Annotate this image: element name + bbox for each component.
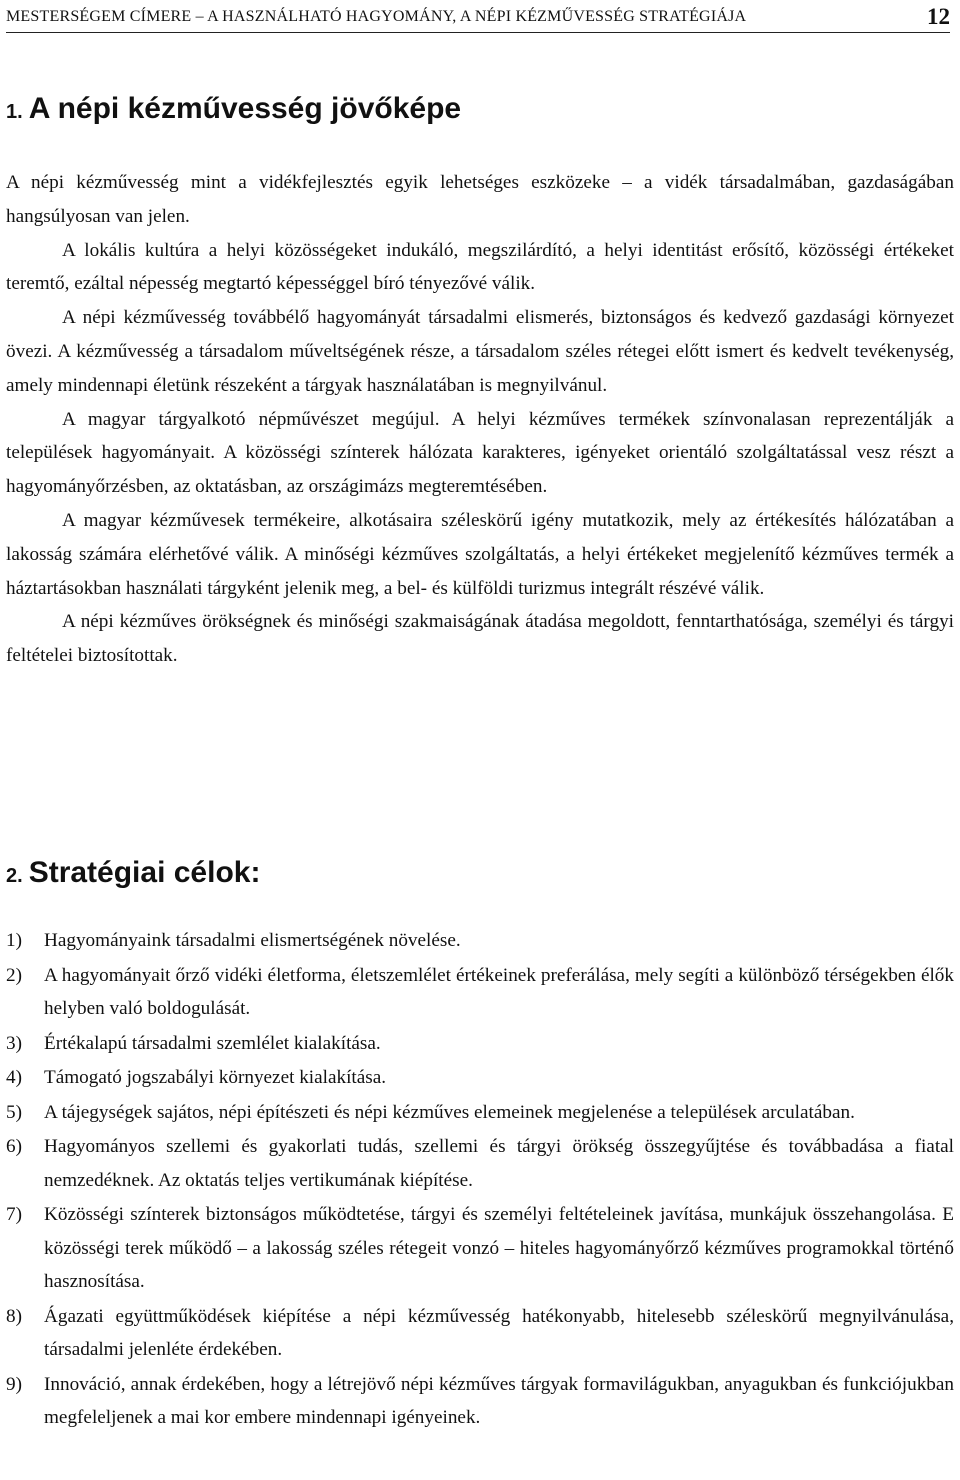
- list-item: [6, 1130, 954, 1197]
- paragraph: A magyar kézművesek termékeire, alkotásaira széleskörű igény mutatkozik, mely az értékesítés hálózatában a lakosság számára elérhetővé válik. A minőségi kézműves szolgáltatás, a helyi értékeket megjelenítő kézműves termék a háztartásokban használati tárgyként jelenik meg, a bel- és külföldi turizmus integrált részévé válik.: [6, 509, 954, 599]
- list-item-text: Értékalapú társadalmi szemlélet kialakítása.: [44, 1032, 381, 1054]
- running-header: [6, 2, 950, 33]
- list-item-number: 5): [6, 1101, 22, 1123]
- list-item: [6, 924, 954, 958]
- list-item: [6, 1096, 954, 1130]
- list-item-text: Ágazati együttműködések kiépítése a népi kézművesség hatékonyabb, hitelesebb széleskörű megnyilvánulása, társadalmi jelenléte érdekében.: [44, 1305, 954, 1360]
- list-item-number: 4): [6, 1067, 22, 1088]
- section-2-heading: [6, 856, 260, 890]
- list-item-text: Innováció, annak érdekében, hogy a létrejövő népi kézműves tárgyak formavilágukban, anyagukban és funkciójukban megfeleljenek a mai kor embere mindennapi igényeinek.: [44, 1373, 954, 1428]
- page-number: 12: [927, 4, 950, 29]
- section-1-body: [6, 166, 954, 673]
- paragraph: A magyar tárgyalkotó népművészet megújul. A helyi kézműves termékek színvonalasan reprezentálják a települések hagyományait. A közösségi színterek hálózata karakteres, igényeket orientáló szolgáltatással vesz részt a hagyományőrzésben, az oktatásban, az országimázs megteremtésében.: [6, 408, 954, 498]
- list-item-text: Hagyományos szellemi és gyakorlati tudás, szellemi és tárgyi örökség összegyűjtése és továbbadása a fiatal nemzedéknek. Az oktatás teljes vertikumának kiépítése.: [44, 1136, 954, 1191]
- section-2-title: Stratégiai célok:: [28, 856, 261, 889]
- list-item-text: A hagyományait őrző vidéki életforma, életszemlélet értékeinek preferálása, mely segíti a különböző térségekben élők helyben való boldogulását.: [44, 964, 954, 1019]
- paragraph: A népi kézműves örökségnek és minőségi szakmaiságának átadása megoldott, fenntarthatósága, személyi és tárgyi feltételei biztosítottak.: [6, 611, 954, 667]
- section-1-number: 1.: [6, 101, 23, 123]
- list-item: [6, 1027, 954, 1061]
- paragraph: A lokális kultúra a helyi közösségeket indukáló, megszilárdító, a helyi identitást erősítő, közösségi értékeket teremtő, ezáltal népesség megtartó képességgel bíró tényezővé válik.: [6, 239, 954, 295]
- list-item-number: 1): [6, 930, 22, 951]
- list-item: [6, 1061, 954, 1095]
- list-item-number: 7): [6, 1204, 22, 1225]
- paragraph: A népi kézművesség továbbélő hagyományát társadalmi elismerés, biztonságos és kedvező gazdasági környezet övezi. A kézművesség a társadalom műveltségének része, a társadalom széles rétegei előtt ismert és kedvelt tevékenység, amely mindennapi életünk részeként a tárgyak használatában is megnyilvánul.: [6, 307, 954, 396]
- list-item-text: Támogató jogszabályi környezet kialakítása.: [44, 1067, 387, 1088]
- list-item-number: 9): [6, 1373, 22, 1395]
- list-item-text: Hagyományaink társadalmi elismertségének növelése.: [44, 930, 461, 951]
- list-item: [6, 1300, 954, 1367]
- list-item-number: 8): [6, 1305, 22, 1327]
- list-item: [6, 1198, 954, 1299]
- strategic-goals-list: [6, 924, 954, 1436]
- paragraph: A népi kézművesség mint a vidékfejlesztés egyik lehetséges eszközeke – a vidék társadalmában, gazdaságában hangsúlyosan van jelen.: [6, 172, 954, 227]
- section-2-number: 2.: [6, 865, 23, 887]
- list-item-number: 2): [6, 964, 22, 986]
- header-title: MESTERSÉGEM CÍMERE – A HASZNÁLHATÓ HAGYOMÁNY, A NÉPI KÉZMŰVESSÉG STRATÉGIÁJA: [6, 8, 747, 25]
- list-item: [6, 959, 954, 1026]
- list-item-text: A tájegységek sajátos, népi építészeti és népi kézműves elemeinek megjelenése a települések arculatában.: [44, 1101, 855, 1123]
- section-1-title: A népi kézművesség jövőképe: [28, 92, 462, 125]
- list-item: [6, 1368, 954, 1435]
- list-item-number: 3): [6, 1032, 22, 1054]
- list-item-number: 6): [6, 1136, 22, 1157]
- list-item-text: Közösségi színterek biztonságos működtetése, tárgyi és személyi feltételeinek javítása, munkájuk összehangolása. E közösségi terek működő – a lakosság széles rétegeit vonzó – hiteles hagyományőrző kézműves programokkal történő hasznosítása.: [44, 1204, 954, 1292]
- section-1-heading: [6, 92, 461, 126]
